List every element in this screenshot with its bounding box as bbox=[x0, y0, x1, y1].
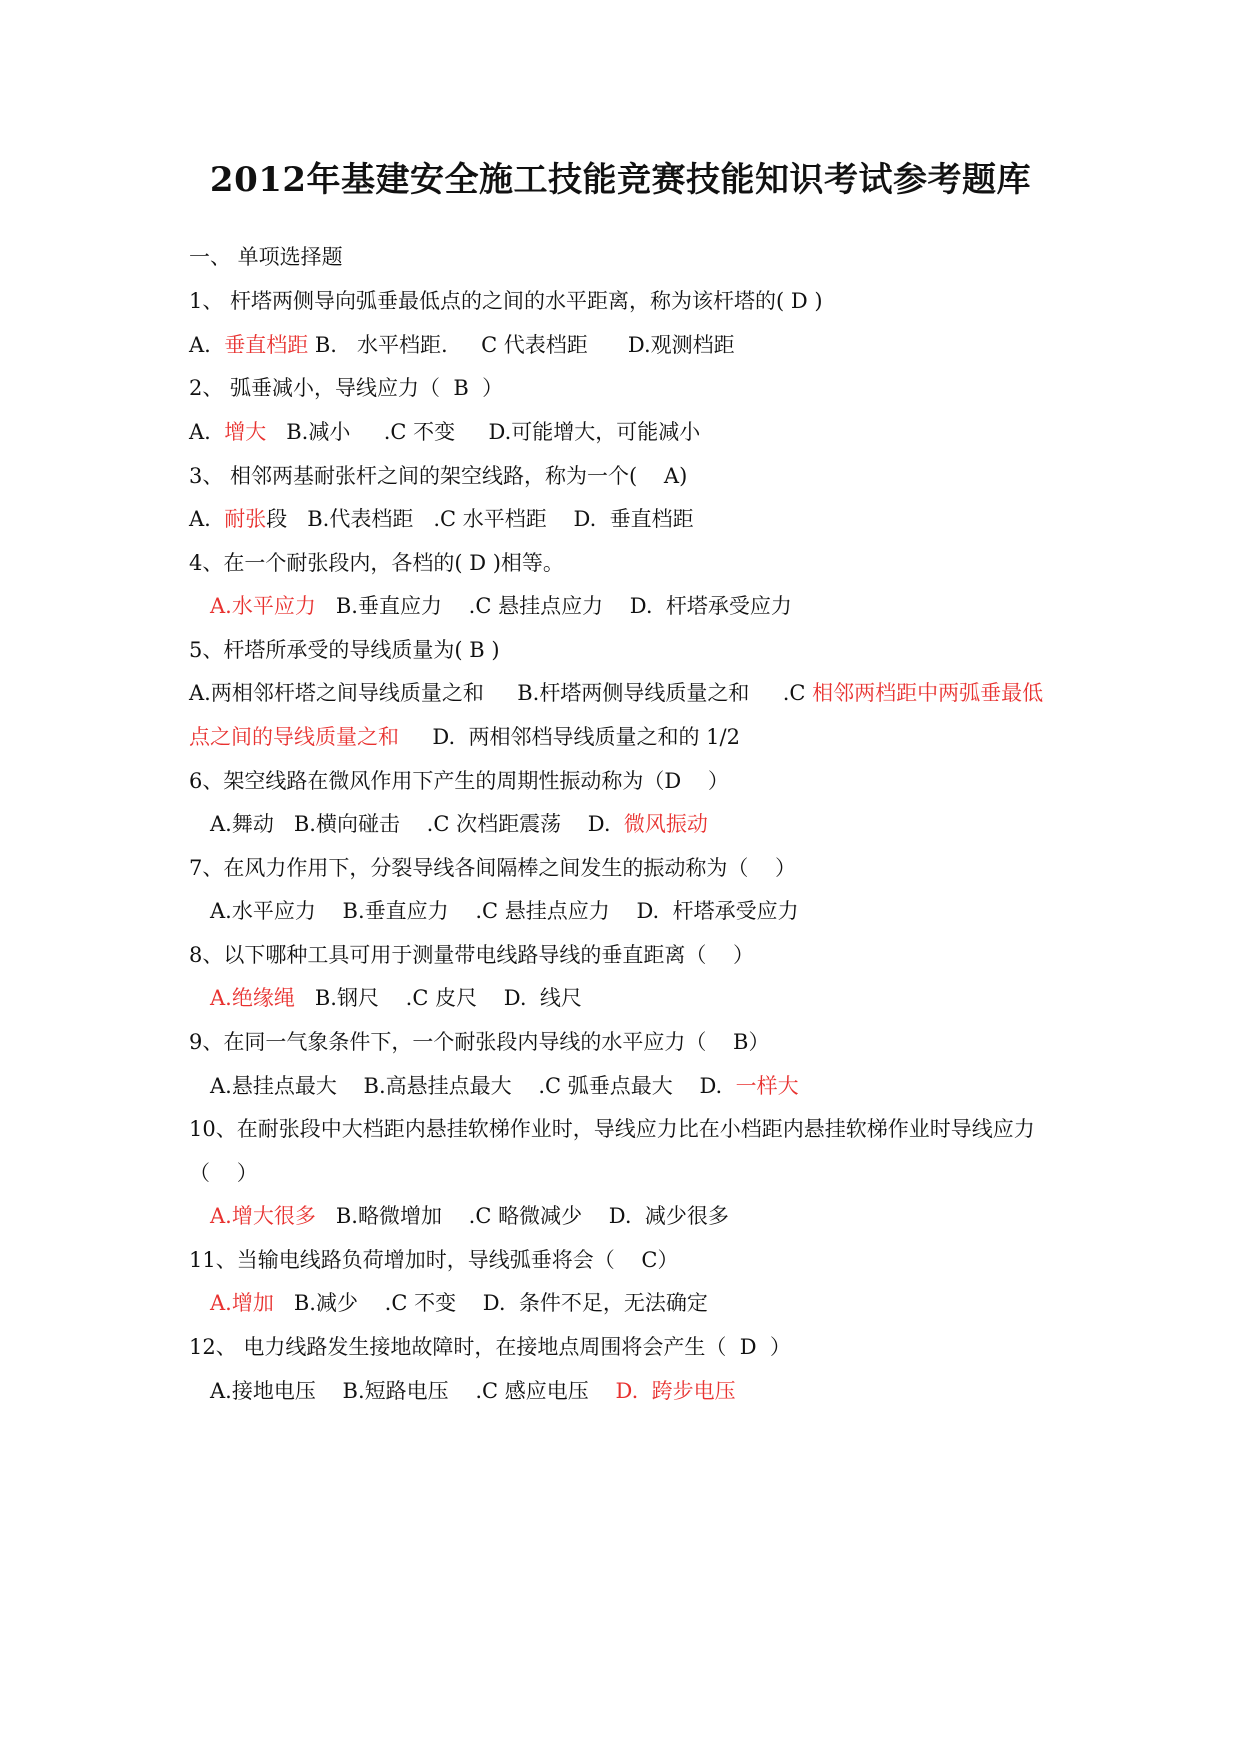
highlighted-answer-text: D. 跨步电压 bbox=[615, 1379, 736, 1403]
line-text: 3、 相邻两基耐张杆之间的架空线路，称为一个( A) bbox=[189, 464, 688, 488]
highlighted-answer-text: 点之间的导线质量之和 bbox=[189, 725, 399, 749]
highlighted-answer-text: A.水平应力 bbox=[210, 594, 316, 618]
highlighted-answer-text: 耐张 bbox=[224, 507, 267, 531]
document-line bbox=[189, 286, 823, 316]
document-line bbox=[189, 678, 1043, 708]
highlighted-answer-text: 微风振动 bbox=[623, 812, 708, 836]
highlighted-answer-text: A.绝缘绳 bbox=[210, 986, 295, 1010]
line-text: A.接地电压 B.短路电压 .C 感应电压 bbox=[210, 1379, 616, 1403]
line-text: A. bbox=[189, 333, 225, 357]
line-text: B.减小 .C 不变 D.可能增大，可能减小 bbox=[266, 420, 701, 444]
document-line bbox=[189, 1114, 1035, 1144]
line-text: B.减少 .C 不变 D. 条件不足，无法确定 bbox=[273, 1291, 708, 1315]
document-line bbox=[189, 766, 729, 796]
document-line bbox=[189, 417, 700, 447]
line-text: 6、架空线路在微风作用下产生的周期性振动称为（D ） bbox=[189, 769, 729, 793]
document-line bbox=[210, 1201, 729, 1231]
document-line bbox=[210, 983, 582, 1013]
line-text: 1、 杆塔两侧导向弧垂最低点的之间的水平距离，称为该杆塔的( D ) bbox=[189, 289, 823, 313]
highlighted-answer-text: 一样大 bbox=[735, 1074, 799, 1098]
document-line bbox=[189, 1245, 679, 1275]
line-text: 7、在风力作用下，分裂导线各间隔棒之间发生的振动称为（ ） bbox=[189, 856, 797, 880]
line-text: A. bbox=[189, 507, 225, 531]
line-text: 10、在耐张段中大档距内悬挂软梯作业时，导线应力比在小档距内悬挂软梯作业时导线应力 bbox=[189, 1117, 1035, 1141]
line-text: 8、以下哪种工具可用于测量带电线路导线的垂直距离（ ） bbox=[189, 943, 755, 967]
line-text: 段 B.代表档距 .C 水平档距 D. 垂直档距 bbox=[266, 507, 694, 531]
line-text: 4、在一个耐张段内，各档的( D )相等。 bbox=[189, 551, 564, 575]
highlighted-answer-text: 增大 bbox=[224, 420, 267, 444]
document-line bbox=[189, 940, 754, 970]
document-line bbox=[189, 1158, 258, 1188]
line-text: 9、在同一气象条件下，一个耐张段内导线的水平应力（ B） bbox=[189, 1030, 770, 1054]
line-text: B.钢尺 .C 皮尺 D. 线尺 bbox=[294, 986, 582, 1010]
highlighted-answer-text: A.增大很多 bbox=[210, 1204, 316, 1228]
document-line bbox=[210, 1071, 799, 1101]
document-line bbox=[189, 635, 500, 665]
document-line bbox=[189, 373, 503, 403]
document-line bbox=[210, 809, 708, 839]
highlighted-answer-text: 垂直档距 bbox=[224, 333, 309, 357]
line-text: A.两相邻杆塔之间导线质量之和 B.杆塔两侧导线质量之和 .C bbox=[189, 681, 813, 705]
document-line bbox=[210, 1376, 736, 1406]
line-text: 11、当输电线路负荷增加时，导线弧垂将会（ C） bbox=[189, 1248, 679, 1272]
line-text: A.水平应力 B.垂直应力 .C 悬挂点应力 D. 杆塔承受应力 bbox=[210, 899, 799, 923]
line-text: B.垂直应力 .C 悬挂点应力 D. 杆塔承受应力 bbox=[315, 594, 792, 618]
document-line bbox=[189, 722, 740, 752]
line-text: A. bbox=[189, 420, 225, 444]
line-text: A.悬挂点最大 B.高悬挂点最大 .C 弧垂点最大 D. bbox=[210, 1074, 736, 1098]
line-text: A.舞动 B.横向碰击 .C 次档距震荡 D. bbox=[210, 812, 624, 836]
line-text: D. 两相邻档导线质量之和的 1/2 bbox=[399, 725, 740, 749]
document-line bbox=[189, 330, 735, 360]
document-line bbox=[189, 853, 796, 883]
document-line bbox=[189, 461, 687, 491]
line-text: B. 水平档距. C 代表档距 D.观测档距 bbox=[308, 333, 735, 357]
document-line bbox=[189, 504, 694, 534]
line-text: 2、 弧垂减小，导线应力（ B ） bbox=[189, 376, 504, 400]
line-text: 5、杆塔所承受的导线质量为( B ) bbox=[189, 638, 500, 662]
line-text: 12、 电力线路发生接地故障时，在接地点周围将会产生（ D ） bbox=[189, 1335, 791, 1359]
document-line bbox=[210, 1288, 708, 1318]
highlighted-answer-text: A.增加 bbox=[210, 1291, 274, 1315]
document-line bbox=[189, 1027, 770, 1057]
line-text: B.略微增加 .C 略微减少 D. 减少很多 bbox=[315, 1204, 729, 1228]
document-title: 2012年基建安全施工技能竞赛技能知识考试参考题库 bbox=[209, 160, 1032, 200]
line-text: （ ） bbox=[189, 1161, 258, 1185]
section-heading: 一、 单项选择题 bbox=[189, 245, 343, 269]
document-line bbox=[189, 1332, 791, 1362]
document-line bbox=[210, 591, 792, 621]
document-line bbox=[189, 548, 564, 578]
document-line bbox=[210, 896, 799, 926]
highlighted-answer-text: 相邻两档距中两弧垂最低 bbox=[812, 681, 1044, 705]
